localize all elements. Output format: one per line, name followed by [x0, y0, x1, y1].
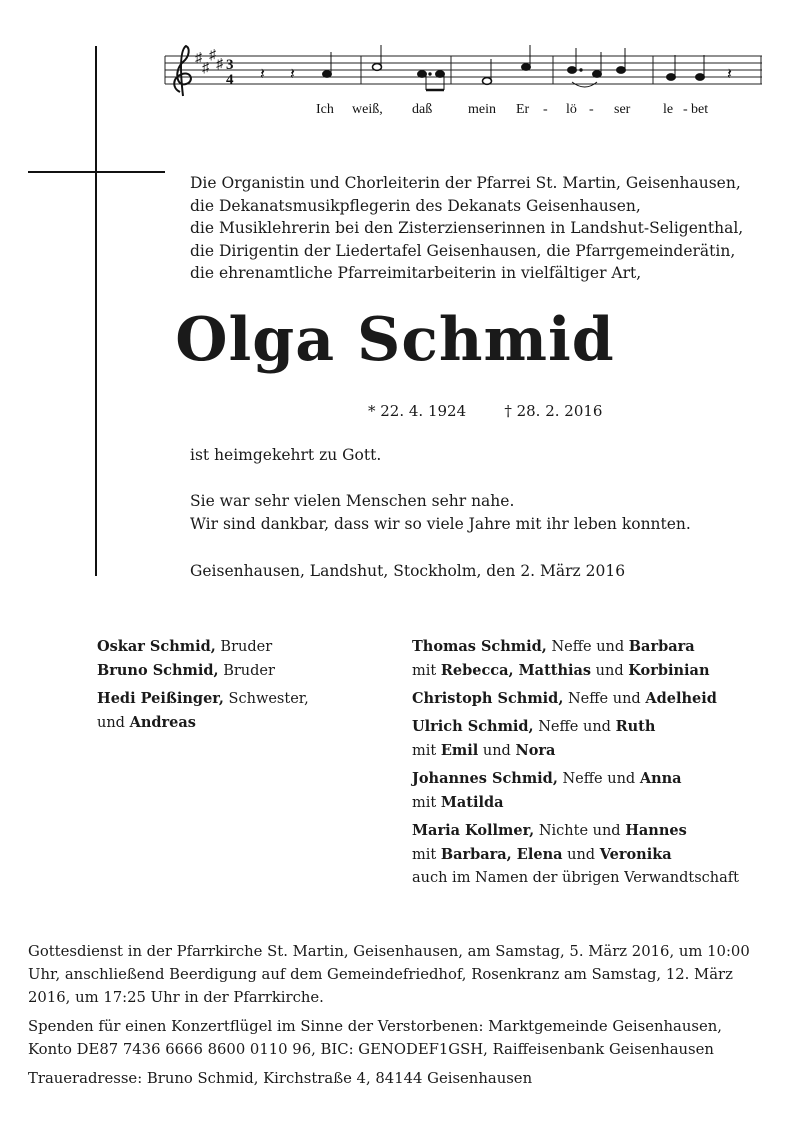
- family-member: Johannes Schmid, Neffe und Anna: [412, 770, 682, 787]
- death-date: † 28. 2. 2016: [504, 402, 603, 420]
- family-member: und Andreas: [97, 714, 196, 731]
- family-closing: auch im Namen der übrigen Verwandtschaft: [412, 870, 739, 886]
- cross-horizontal-bar: [28, 171, 165, 173]
- lyric-word: -: [683, 102, 688, 117]
- lyric-word: bet: [691, 102, 709, 117]
- family-member: Thomas Schmid, Neffe und Barbara: [412, 638, 695, 655]
- lyric-word: mein: [468, 102, 496, 117]
- lyric-word: ser: [614, 102, 631, 117]
- family-children: mit Emil und Nora: [412, 742, 556, 759]
- song-lyrics: [316, 102, 708, 117]
- message-line: Wir sind dankbar, dass wir so viele Jahre mit ihr leben konnten.: [190, 515, 691, 533]
- family-member: Bruno Schmid, Bruder: [97, 662, 275, 679]
- lyric-word: Er: [516, 102, 530, 117]
- svg-text:𝄽: 𝄽: [260, 66, 265, 83]
- time-signature-icon: [226, 57, 234, 88]
- svg-text:4: 4: [226, 72, 234, 88]
- home-line: ist heimgekehrt zu Gott.: [190, 446, 382, 464]
- intro-line: die Dirigentin der Liedertafel Geisenhausen, die Pfarrgemeinderätin,: [190, 241, 736, 260]
- family-children: mit Rebecca, Matthias und Korbinian: [412, 662, 710, 679]
- key-signature-sharps-icon: [195, 48, 224, 76]
- lyric-word: daß: [412, 102, 433, 117]
- life-dates: [368, 402, 602, 420]
- family-left: [97, 635, 309, 735]
- deceased-name: Olga Schmid: [175, 305, 615, 375]
- place-date: Geisenhausen, Landshut, Stockholm, den 2. März 2016: [190, 562, 626, 580]
- lyric-word: le: [663, 102, 674, 117]
- service-info: Gottesdienst in der Pfarrkirche St. Martin, Geisenhausen, am Samstag, 5. März 2016, um 10:00 Uhr, anschließend Beerdigung auf dem Gemeindefriedhof, Rosenkranz am Samstag, 12. März 2016, um 17:25 Uhr in der Pfarrkirche.: [28, 943, 750, 1006]
- donation-info: Spenden für einen Konzertflügel im Sinne der Verstorbenen: Marktgemeinde Geisenhausen, Konto DE87 7436 6666 8600 0110 96, BIC: GENODEF1GSH, Raiffeisenbank Geisenhausen: [28, 1018, 722, 1058]
- lyric-word: -: [543, 102, 548, 117]
- svg-text:♯: ♯: [216, 57, 223, 72]
- family-children: mit Matilda: [412, 794, 504, 811]
- intro-line: die Musiklehrerin bei den Zisterzienserinnen in Landshut-Seligenthal,: [190, 219, 744, 238]
- footer-info: [28, 940, 764, 1096]
- svg-text:𝄽: 𝄽: [290, 66, 295, 83]
- lyric-word: Ich: [316, 102, 334, 117]
- family-member: Ulrich Schmid, Neffe und Ruth: [412, 718, 656, 735]
- mourning-address: Traueradresse: Bruno Schmid, Kirchstraße 4, 84144 Geisenhausen: [28, 1070, 533, 1087]
- treble-clef-icon: [174, 46, 191, 96]
- music-staff: [0, 0, 790, 125]
- lyric-word: weiß,: [352, 102, 383, 117]
- family-member: Hedi Peißinger, Schwester,: [97, 690, 309, 707]
- intro-roles: [190, 172, 770, 285]
- lyric-word: -: [589, 102, 594, 117]
- svg-text:♯: ♯: [202, 61, 209, 76]
- svg-text:♯: ♯: [209, 48, 216, 63]
- family-member: Maria Kollmer, Nichte und Hannes: [412, 822, 687, 839]
- birth-date: * 22. 4. 1924: [368, 402, 467, 420]
- message-line: Sie war sehr vielen Menschen sehr nahe.: [190, 492, 515, 510]
- music-notes: [260, 45, 732, 90]
- intro-line: Die Organistin und Chorleiterin der Pfarrei St. Martin, Geisenhausen,: [190, 174, 741, 192]
- svg-text:3: 3: [226, 57, 234, 73]
- svg-text:♯: ♯: [195, 51, 202, 66]
- intro-line: die ehrenamtliche Pfarreimitarbeiterin in vielfältiger Art,: [190, 264, 642, 283]
- family-right: [412, 635, 739, 890]
- family-member: Oskar Schmid, Bruder: [97, 638, 273, 655]
- intro-line: die Dekanatsmusikpflegerin des Dekanats Geisenhausen,: [190, 196, 641, 215]
- family-member: Christoph Schmid, Neffe und Adelheid: [412, 690, 717, 707]
- lyric-word: lö: [566, 102, 577, 117]
- family-children: mit Barbara, Elena und Veronika: [412, 846, 672, 863]
- svg-text:𝄽: 𝄽: [727, 66, 732, 83]
